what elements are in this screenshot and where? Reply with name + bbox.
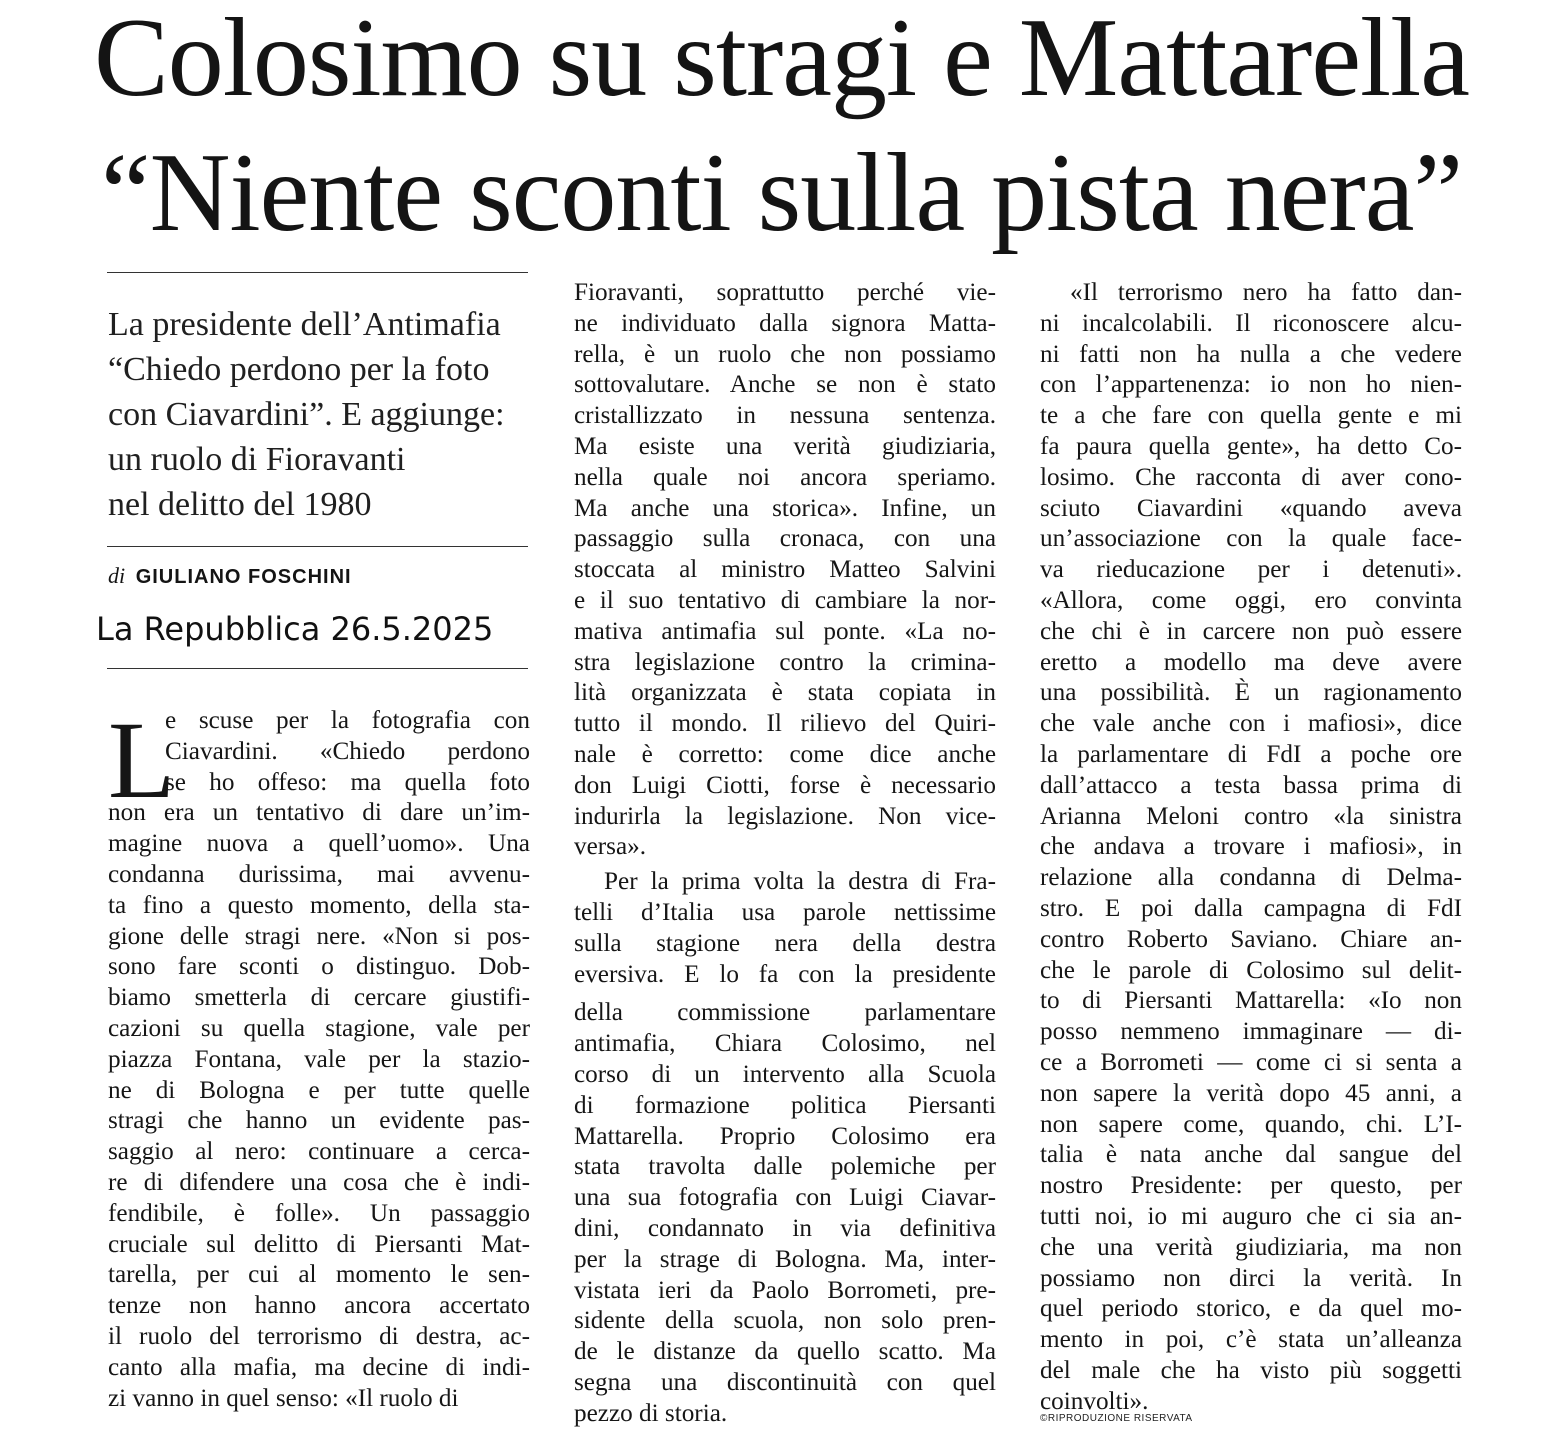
article-line: tarella, per cui al momento le sen-: [108, 1261, 530, 1289]
deck-line: nel delitto del 1980: [108, 486, 372, 523]
article-line: e il suo tentativo di cambiare la nor-: [574, 586, 996, 614]
article-line: ne individuato dalla signora Matta-: [574, 309, 996, 337]
article-line: de le distanze da quello scatto. Ma: [574, 1338, 996, 1366]
article-line: saggio al nero: continuare a cerca-: [108, 1138, 530, 1166]
deck-line: La presidente dell’Antimafia: [108, 306, 501, 343]
article-line: dall’attacco a testa bassa prima di: [1040, 771, 1462, 799]
article-line: to di Piersanti Mattarella: «Io non: [1040, 987, 1462, 1015]
article-line: che andava a trovare i mafiosi», in: [1040, 833, 1462, 861]
article-line: nella quale noi ancora speriamo.: [574, 463, 996, 491]
article-line: va rieducazione per i detenuti».: [1040, 556, 1462, 584]
article-line: ce a Borrometi — come ci si senta a: [1040, 1048, 1462, 1076]
article-line: dini, condannato in via definitiva: [574, 1214, 996, 1242]
article-line: Ma esiste una verità giudiziaria,: [574, 432, 996, 460]
article-line: di formazione politica Piersanti: [574, 1091, 996, 1119]
article-line: ni fatti non ha nulla a che vedere: [1040, 340, 1462, 368]
article-line: «Il terrorismo nero ha fatto dan-: [1070, 279, 1462, 306]
article-line: ne di Bologna e per tutte quelle: [108, 1076, 530, 1104]
article-line: sciuto Ciavardini «quando aveva: [1040, 494, 1462, 522]
article-line: Mattarella. Proprio Colosimo era: [574, 1122, 996, 1150]
article-line: stoccata al ministro Matteo Salvini: [574, 556, 996, 584]
article-line: telli d’Italia usa parole nettissime: [574, 898, 996, 926]
article-line: re di difendere una cosa che è indi-: [108, 1168, 530, 1196]
article-line: Ciavardini. «Chiedo perdono: [165, 737, 530, 765]
article-line: nostro Presidente: per questo, per: [1040, 1172, 1462, 1200]
article-line: stra legislazione contro la crimina-: [574, 648, 996, 676]
article-line: mativa antimafia sul ponte. «La no-: [574, 617, 996, 645]
deck: [108, 302, 538, 527]
deck-top-rule: [107, 272, 528, 273]
article-line: losimo. Che racconta di aver cono-: [1040, 463, 1462, 491]
byline: [108, 563, 352, 589]
headline-line-1: Colosimo su stragi e Mattarella: [94, 0, 1469, 120]
article-column-3: [1040, 278, 1462, 1417]
article-line: antimafia, Chiara Colosimo, nel: [574, 1030, 996, 1058]
article-line: sidente della scuola, non solo pren-: [574, 1307, 996, 1335]
article-column-2: [574, 278, 996, 1429]
copyright-note: ©RIPRODUZIONE RISERVATA: [1040, 1413, 1193, 1424]
deck-line: un ruolo di Fioravanti: [108, 441, 406, 478]
article-line: con l’appartenenza: io non ho nien-: [1040, 371, 1462, 399]
article-line: te a che fare con quella gente e mi: [1040, 402, 1462, 430]
article-line: don Luigi Ciotti, forse è necessario: [574, 771, 996, 799]
article-line: sulla stagione nera della destra: [574, 929, 996, 957]
article-line: piazza Fontana, vale per la stazio-: [108, 1045, 530, 1073]
article-line: possiamo non dirci la verità. In: [1040, 1264, 1462, 1292]
source-note: La Repubblica 26.5.2025: [96, 610, 494, 648]
article-line: nale è corretto: come dice anche: [574, 740, 996, 768]
article-line: coinvolti».: [1040, 1387, 1149, 1415]
deck-line: “Chiedo perdono per la foto: [108, 351, 490, 388]
article-line: condanna durissima, mai avvenu-: [108, 860, 530, 888]
byline-author: GIULIANO FOSCHINI: [135, 566, 352, 588]
article-line: sono fare sconti o distinguo. Dob-: [108, 953, 530, 981]
article-line: non sapere la verità dopo 45 anni, a: [1040, 1079, 1462, 1107]
article-line: che una verità giudiziaria, ma non: [1040, 1233, 1462, 1261]
article-top-rule: [107, 668, 528, 669]
article-line: stragi che hanno un evidente pas-: [108, 1107, 530, 1135]
article-line: cazioni su quella stagione, vale per: [108, 1014, 530, 1042]
article-line: zi vanno in quel senso: «Il ruolo di: [108, 1384, 459, 1412]
article-line: fa paura quella gente», ha detto Co-: [1040, 432, 1462, 460]
article-line: fendibile, è folle». Un passaggio: [108, 1199, 530, 1227]
article-column-1: [108, 699, 530, 1414]
article-line: «Allora, come oggi, ero convinta: [1040, 586, 1462, 614]
article-line: stro. E poi dalla campagna di FdI: [1040, 894, 1462, 922]
article-line: che chi è in carcere non può essere: [1040, 617, 1462, 645]
article-line: pezzo di storia.: [574, 1399, 728, 1427]
article-line: un’associazione con la quale face-: [1040, 525, 1462, 553]
article-line: una possibilità. È un ragionamento: [1040, 679, 1462, 707]
article-line: Arianna Meloni contro «la sinistra: [1040, 802, 1462, 830]
article-line: Per la prima volta la destra di Fra-: [604, 868, 996, 896]
article-line: che le parole di Colosimo sul delit-: [1040, 956, 1462, 984]
article-line: corso di un intervento alla Scuola: [574, 1060, 996, 1088]
article-line: gione delle stragi nere. «Non si pos-: [108, 922, 530, 950]
article-line: tutto il mondo. Il rilievo del Quiri-: [574, 710, 996, 738]
article-line: il ruolo del terrorismo di destra, ac-: [108, 1322, 530, 1350]
article-line: segna una discontinuità con quel: [574, 1368, 996, 1396]
article-line: della commissione parlamentare: [574, 999, 996, 1027]
headline-line-2: “Niente sconti sulla pista nera”: [100, 131, 1463, 255]
paragraph-gap: [574, 990, 996, 998]
article-line: cristallizzato in nessuna sentenza.: [574, 402, 996, 430]
article-line: passaggio sulla cronaca, con una: [574, 525, 996, 553]
article-line: lità organizzata è stata copiata in: [574, 679, 996, 707]
article-line: versa».: [574, 833, 647, 861]
article-line: la parlamentare di FdI a poche ore: [1040, 740, 1462, 768]
byline-top-rule: [107, 546, 528, 547]
article-line: eretto a modello ma deve avere: [1040, 648, 1462, 676]
article-line: che vale anche con i mafiosi», dice: [1040, 710, 1462, 738]
article-line: una sua fotografia con Luigi Ciavar-: [574, 1184, 996, 1212]
article-line: non era un tentativo di dare un’im-: [108, 799, 530, 827]
article-line: e scuse per la fotografia con: [165, 707, 530, 734]
article-line: non sapere come, quando, chi. L’I-: [1040, 1110, 1462, 1138]
article-line: tutti noi, io mi auguro che ci sia an-: [1040, 1202, 1462, 1230]
article-line: per la strage di Bologna. Ma, inter-: [574, 1245, 996, 1273]
deck-line: con Ciavardini”. E aggiunge:: [108, 396, 505, 433]
article-line: del male che ha visto più soggetti: [1040, 1356, 1462, 1384]
article-line: quel periodo storico, e da quel mo-: [1040, 1295, 1462, 1323]
article-line: talia è nata anche dal sangue del: [1040, 1141, 1462, 1169]
article-line: stata travolta dalle polemiche per: [574, 1153, 996, 1181]
article-line: biamo smetterla di cercare giustifi-: [108, 984, 530, 1012]
article-line: relazione alla condanna di Delma-: [1040, 864, 1462, 892]
article-line: se ho offeso: ma quella foto: [165, 768, 530, 796]
article-line: ta fino a questo momento, della sta-: [108, 891, 530, 919]
byline-prefix: di: [108, 563, 126, 588]
article-line: contro Roberto Saviano. Chiare an-: [1040, 925, 1462, 953]
article-line: cruciale sul delitto di Piersanti Mat-: [108, 1230, 530, 1258]
article-line: posso nemmeno immaginare — di-: [1040, 1018, 1462, 1046]
article-line: indurirla la legislazione. Non vice-: [574, 802, 996, 830]
article-line: canto alla mafia, ma decine di indi-: [108, 1353, 530, 1381]
article-line: sottovalutare. Anche se non è stato: [574, 371, 996, 399]
article-line: eversiva. E lo fa con la presidente: [574, 960, 996, 988]
article-line: vistata ieri da Paolo Borrometi, pre-: [574, 1276, 996, 1304]
article-line: Ma anche una storica». Infine, un: [574, 494, 996, 522]
article-line: mento in poi, c’è stata un’alleanza: [1040, 1326, 1462, 1354]
article-line: magine nuova a quell’uomo». Una: [108, 830, 530, 858]
article-line: tenze non hanno ancora accertato: [108, 1292, 530, 1320]
drop-cap: L: [108, 699, 176, 821]
article-line: ni incalcolabili. Il riconoscere alcu-: [1040, 309, 1462, 337]
article-line: Fioravanti, soprattutto perché vie-: [574, 279, 996, 306]
article-line: rella, è un ruolo che non possiamo: [574, 340, 996, 368]
